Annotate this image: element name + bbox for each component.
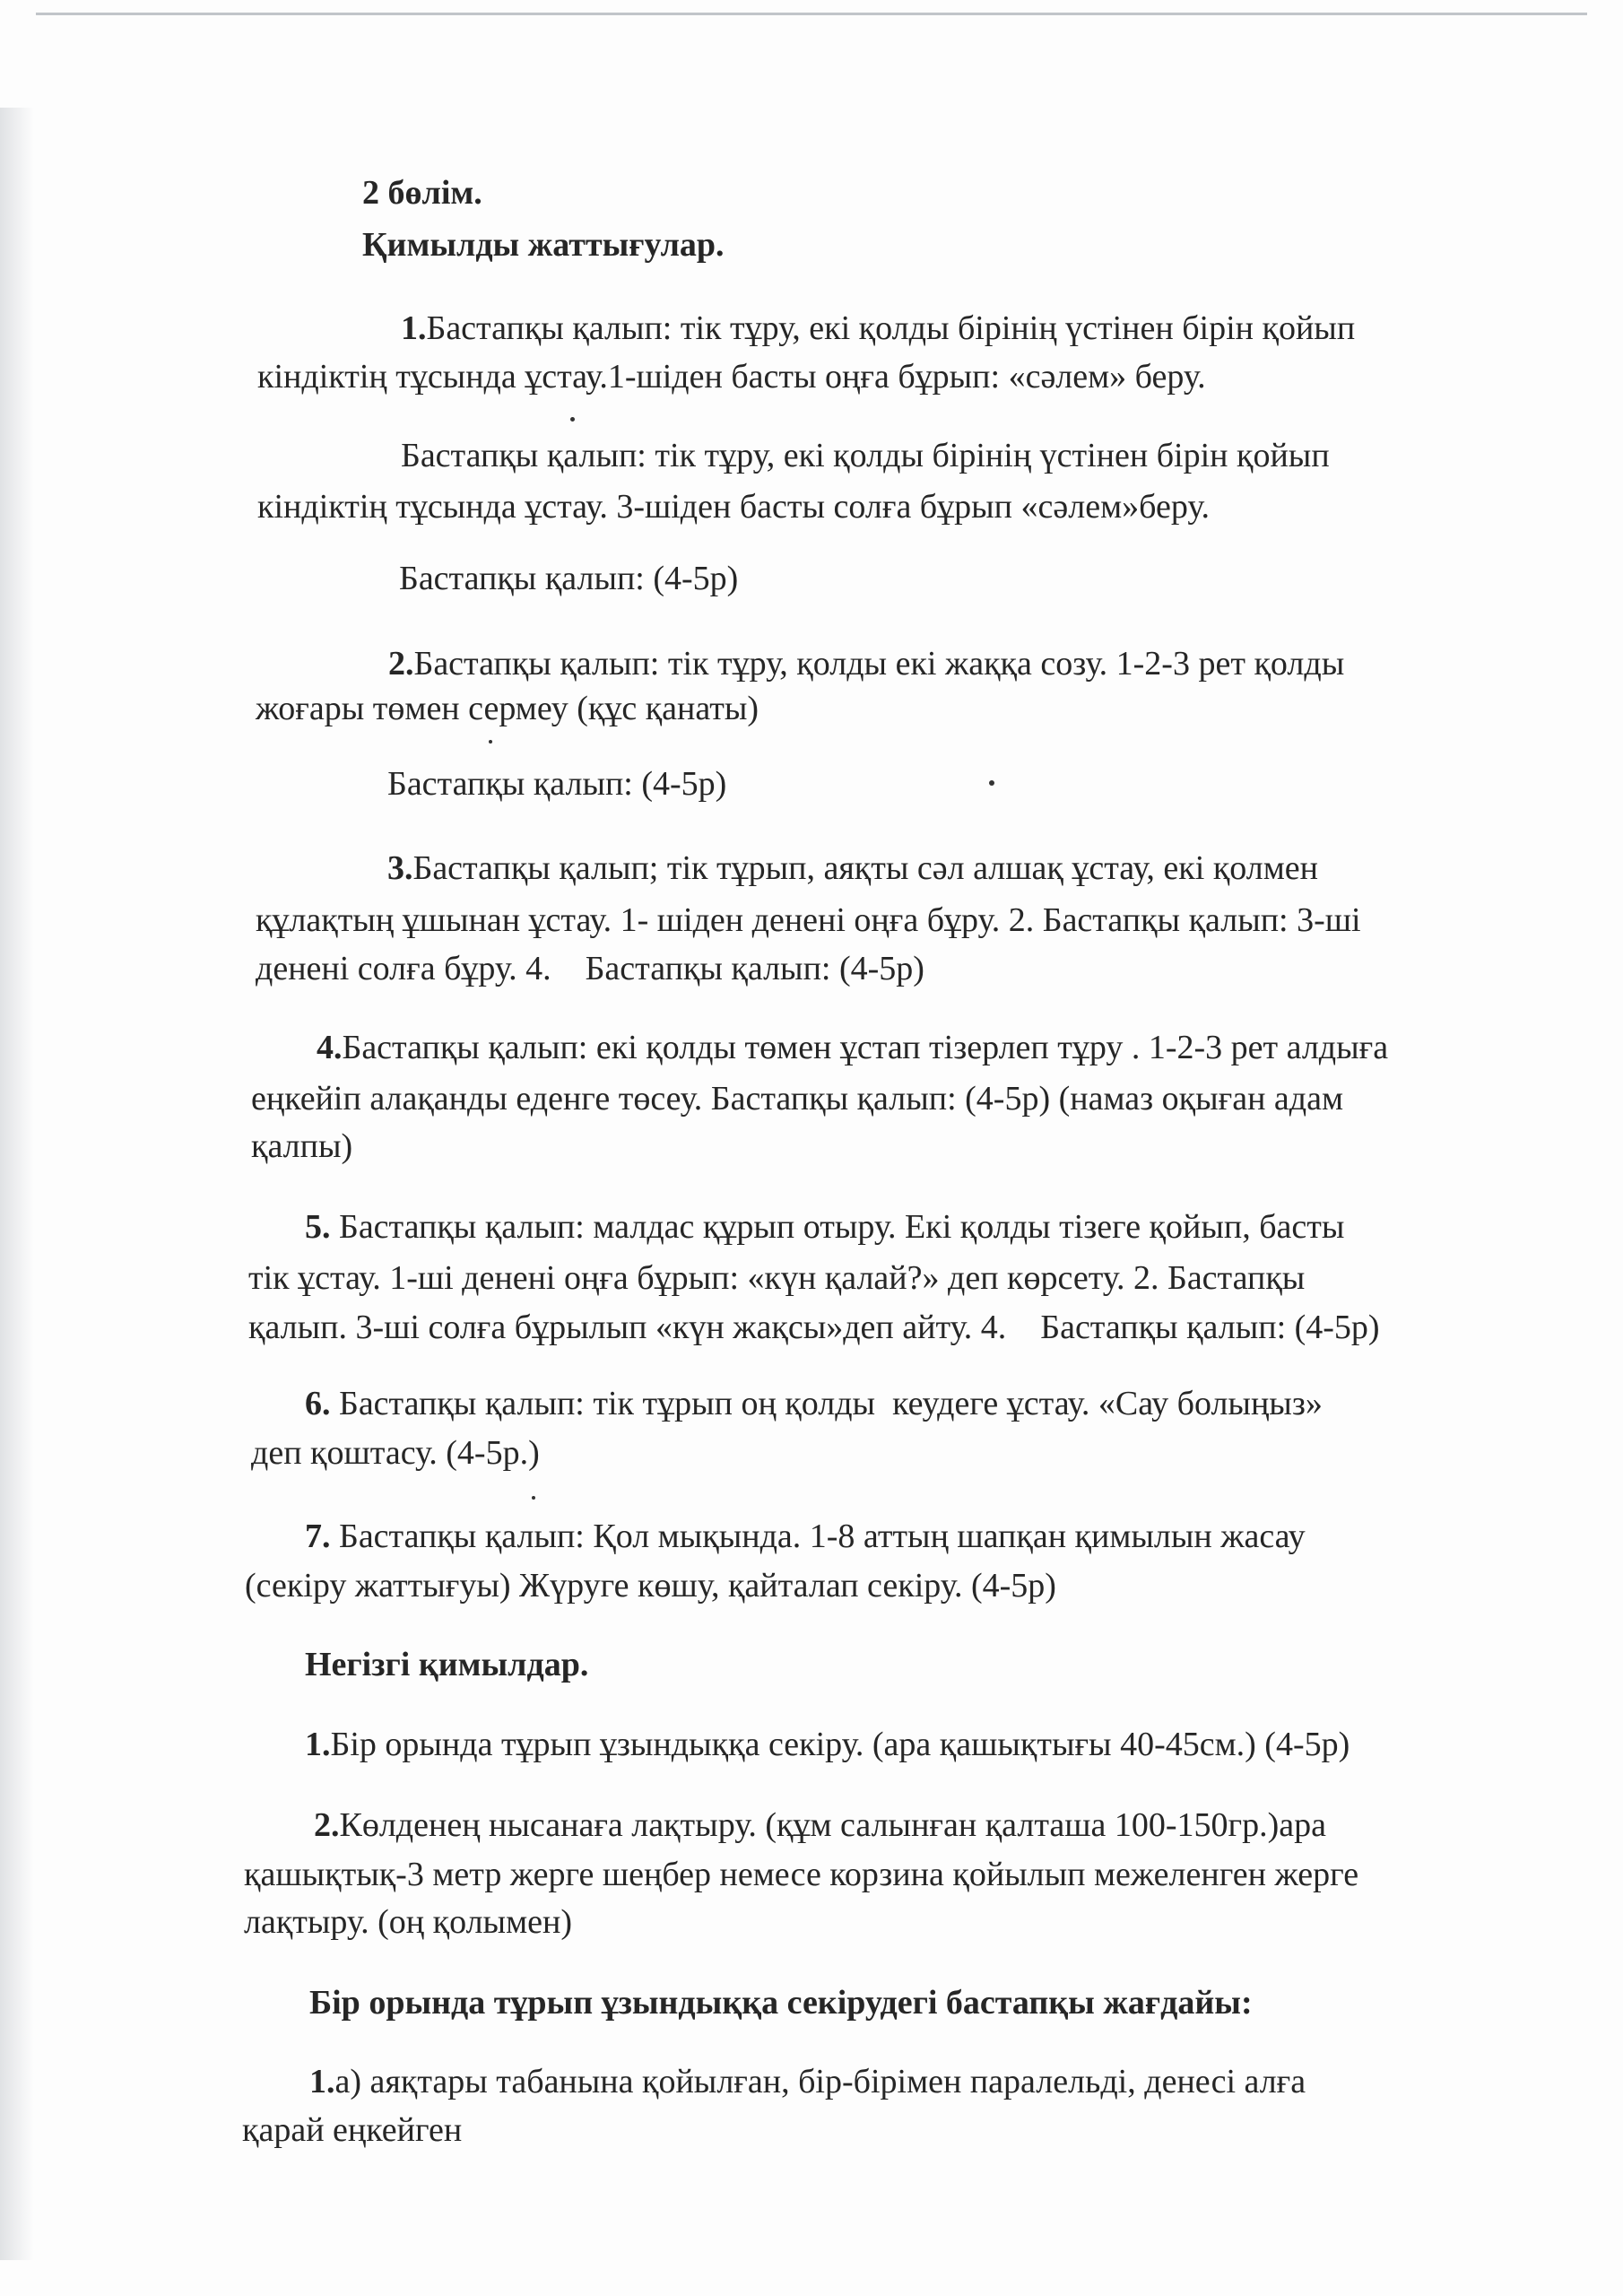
exercise-2-number: 2. bbox=[388, 645, 414, 683]
exercise-6-text: Бастапқы қалып: тік тұрып оң қолды кеудеге ұстау. «Сау болыңыз» bbox=[330, 1385, 1323, 1422]
stance-heading: Бір орында тұрып ұзындыққа секірудегі бастапқы жағдайы: bbox=[309, 1984, 1253, 2022]
exercise-4-line-2: еңкейіп алақанды еденге төсеу. Бастапқы қалып: (4-5р) (намаз оқыған адам bbox=[251, 1080, 1344, 1118]
main-movement-1-text: Бір орында тұрып ұзындыққа секіру. (ара қашықтығы 40-45см.) (4-5р) bbox=[330, 1726, 1350, 1763]
stance-1-number: 1. bbox=[309, 2063, 335, 2100]
exercise-4-line-1 bbox=[317, 1027, 1388, 1068]
exercise-5-line-3: қалып. 3-ші солға бұрылып «күн жақсы»деп айту. 4. Бастапқы қалып: (4-5р) bbox=[248, 1309, 1380, 1346]
exercise-1-text: Бастапқы қалып: тік тұру, екі қолды бірінің үстінен бірін қойып bbox=[426, 309, 1356, 347]
page-fold-shadow bbox=[0, 108, 34, 2260]
exercise-1-start-position: Бастапқы қалып: (4-5р) bbox=[399, 560, 739, 597]
exercise-2-line-1 bbox=[388, 643, 1344, 684]
main-movement-1 bbox=[305, 1724, 1350, 1765]
exercise-7-number: 7. bbox=[305, 1518, 331, 1555]
exercise-6-number: 6. bbox=[305, 1385, 331, 1422]
exercise-6-line-2: деп қоштасу. (4-5р.) bbox=[251, 1434, 540, 1472]
exercise-4-text: Бастапқы қалып: екі қолды төмен ұстап тізерлеп тұру . 1-2-3 рет алдыға bbox=[342, 1029, 1389, 1066]
exercise-2-start-position: Бастапқы қалып: (4-5р) bbox=[387, 765, 727, 803]
exercise-1-number: 1. bbox=[401, 309, 427, 347]
exercise-5-line-1 bbox=[305, 1206, 1344, 1248]
main-movements-heading: Негізгі қимылдар. bbox=[305, 1646, 589, 1683]
main-movement-2-line-1 bbox=[314, 1805, 1326, 1846]
section-heading: Қимылды жаттығулар. bbox=[362, 226, 725, 264]
exercise-1b-line-2: кіндіктің тұсында ұстау. 3-шіден басты солға бұрып «сәлем»беру. bbox=[257, 488, 1211, 526]
exercise-7-line-2: (секіру жаттығуы) Жүруге көшу, қайталап секіру. (4-5р) bbox=[245, 1567, 1056, 1605]
exercise-3-line-1 bbox=[387, 848, 1318, 889]
exercise-5-line-2: тік ұстау. 1-ші денені оңға бұрып: «күн қалай?» деп көрсету. 2. Бастапқы bbox=[248, 1259, 1306, 1297]
exercise-4-line-3: қалпы) bbox=[251, 1127, 353, 1165]
exercise-3-line-2: құлақтың ұшынан ұстау. 1- шіден денені оңға бұру. 2. Бастапқы қалып: 3-ші bbox=[256, 901, 1361, 939]
scan-speck bbox=[570, 417, 575, 422]
exercise-3-line-3: денені солға бұру. 4. Бастапқы қалып: (4-5р) bbox=[256, 950, 924, 987]
scan-speck bbox=[532, 1496, 535, 1500]
stance-1-text: а) аяқтары табанына қойылған, бір-бірімен паралельді, денесі алға bbox=[334, 2063, 1306, 2100]
exercise-7-text: Бастапқы қалып: Қол мықында. 1-8 аттың шапқан қимылын жасау bbox=[330, 1518, 1306, 1555]
exercise-5-text: Бастапқы қалып: малдас құрып отыру. Екі қолды тізеге қойып, басты bbox=[330, 1208, 1345, 1246]
exercise-2-line-2: жоғары төмен сермеу (құс қанаты) bbox=[256, 690, 759, 727]
stance-1-line-2: қарай еңкейген bbox=[242, 2111, 463, 2149]
exercise-3-text: Бастапқы қалып; тік тұрып, аяқты сәл алшақ ұстау, екі қолмен bbox=[412, 849, 1318, 887]
section-number: 2 бөлім. bbox=[362, 174, 482, 212]
main-movement-2-line-3: лақтыру. (оң қолымен) bbox=[244, 1903, 572, 1941]
exercise-1-line-2: кіндіктің тұсында ұстау.1-шіден басты оңға бұрып: «сәлем» беру. bbox=[257, 358, 1206, 396]
scan-speck bbox=[489, 740, 492, 744]
main-movement-2-line-2: қашықтық-3 метр жерге шеңбер немесе корзина қойылып межеленген жерге bbox=[244, 1856, 1359, 1893]
exercise-7-line-1 bbox=[305, 1516, 1306, 1557]
exercise-2-text: Бастапқы қалып: тік тұру, қолды екі жаққа созу. 1-2-3 рет қолды bbox=[413, 645, 1345, 683]
main-movement-2-text: Көлденең нысанаға лақтыру. (құм салынған қалташа 100-150гр.)ара bbox=[339, 1806, 1327, 1844]
stance-1-line-1 bbox=[309, 2061, 1306, 2102]
main-movement-2-number: 2. bbox=[314, 1806, 340, 1844]
exercise-4-number: 4. bbox=[317, 1029, 343, 1066]
scan-speck bbox=[989, 780, 994, 786]
exercise-3-number: 3. bbox=[387, 849, 413, 887]
main-movement-1-number: 1. bbox=[305, 1726, 331, 1763]
exercise-1b-line-1: Бастапқы қалып: тік тұру, екі қолды бірінің үстінен бірін қойып bbox=[401, 437, 1330, 474]
exercise-5-number: 5. bbox=[305, 1208, 331, 1246]
exercise-1-line-1 bbox=[401, 308, 1355, 349]
page-top-edge bbox=[36, 13, 1587, 15]
exercise-6-line-1 bbox=[305, 1383, 1323, 1424]
